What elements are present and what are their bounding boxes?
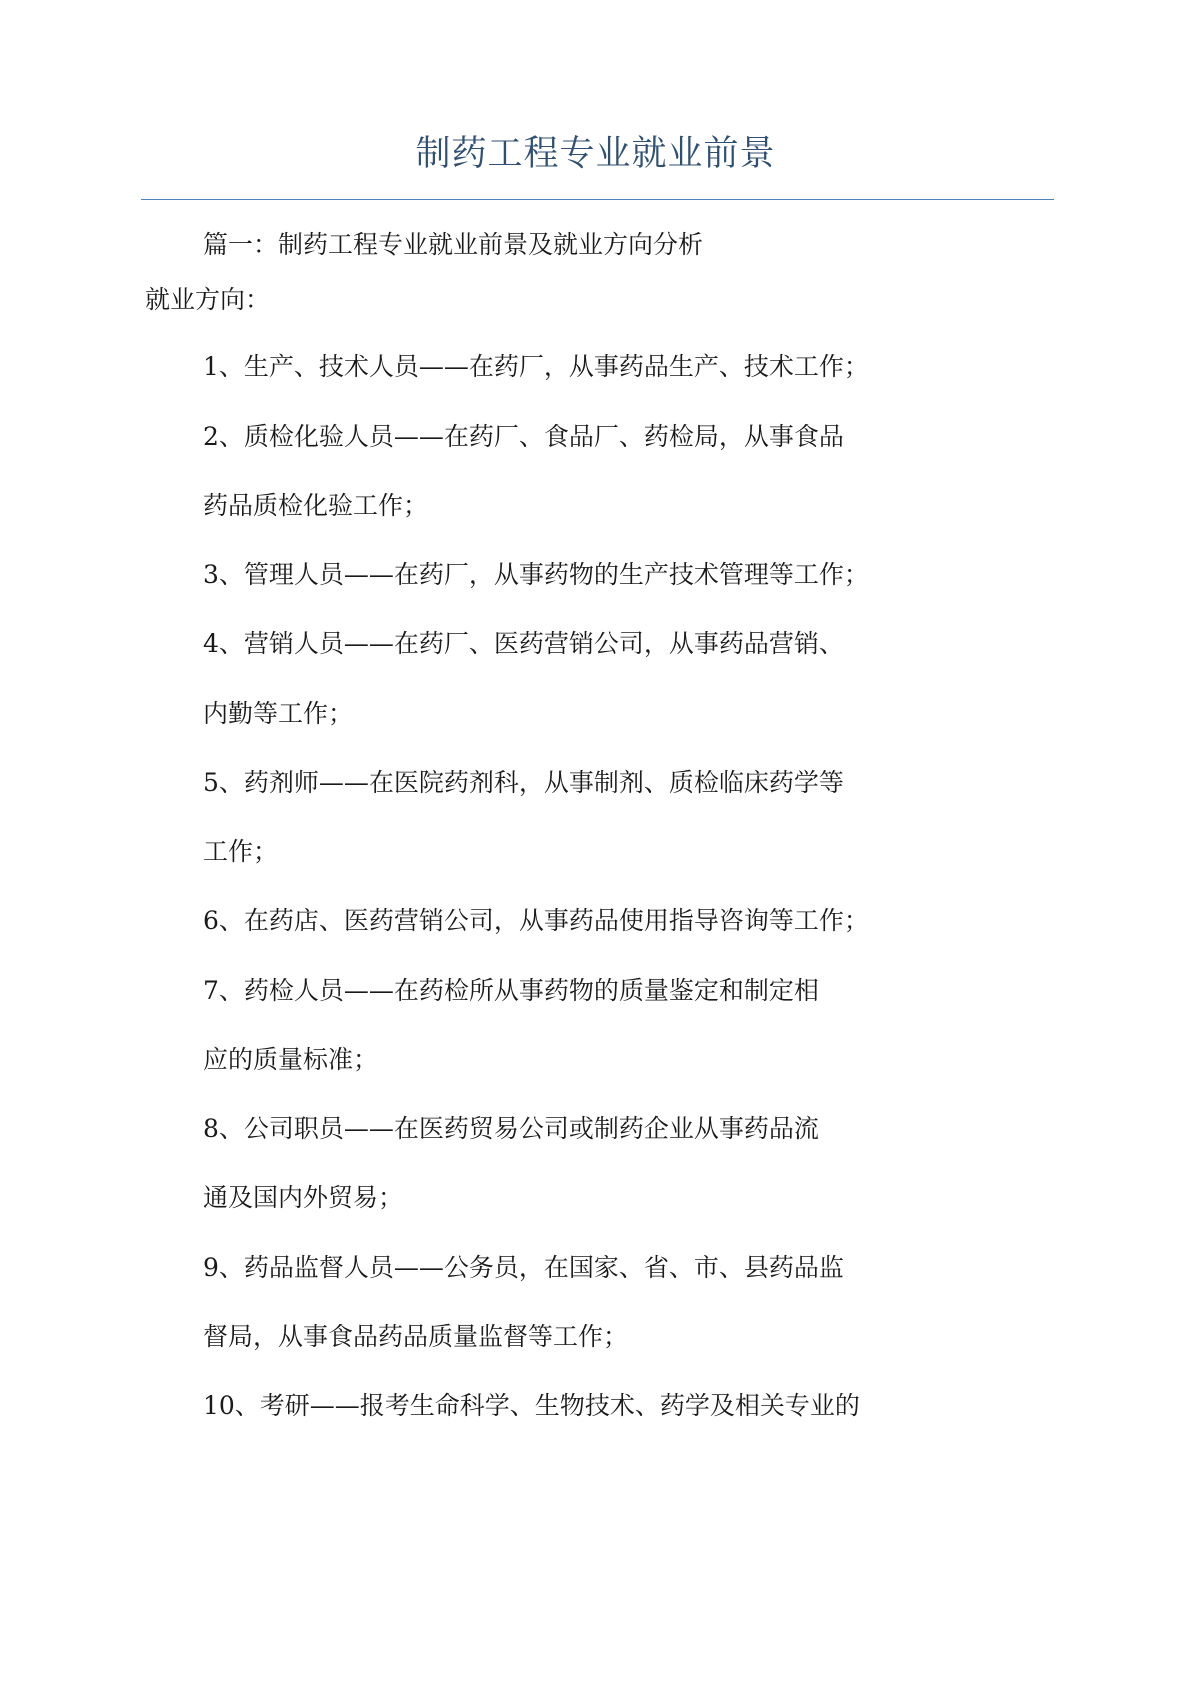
paragraph-line: 5、药剂师——在医院药剂科，从事制剂、质检临床药学等 (203, 768, 844, 797)
title-divider (141, 199, 1054, 200)
paragraph-line: 9、药品监督人员——公务员，在国家、省、市、县药品监 (203, 1253, 844, 1282)
paragraph-line: 应的质量标准； (203, 1045, 379, 1074)
paragraph-line: 督局，从事食品药品质量监督等工作； (203, 1322, 629, 1351)
paragraph-line: 6、在药店、医药营销公司，从事药品使用指导咨询等工作； (203, 906, 869, 935)
paragraph-line: 1、生产、技术人员——在药厂，从事药品生产、技术工作； (203, 352, 869, 381)
paragraph-line: 7、药检人员——在药检所从事药物的质量鉴定和制定相 (203, 976, 819, 1005)
paragraph-line: 工作； (203, 837, 279, 866)
section-heading: 篇一：制药工程专业就业前景及就业方向分析 (203, 230, 704, 259)
paragraph-line: 4、营销人员——在药厂、医药营销公司，从事药品营销、 (203, 629, 844, 658)
subheading: 就业方向： (145, 285, 271, 314)
document-title: 制药工程专业就业前景 (415, 134, 776, 174)
paragraph-line: 8、公司职员——在医药贸易公司或制药企业从事药品流 (203, 1114, 819, 1143)
paragraph-line: 3、管理人员——在药厂，从事药物的生产技术管理等工作； (203, 560, 869, 589)
paragraph-line: 通及国内外贸易； (203, 1183, 404, 1212)
paragraph-line: 药品质检化验工作； (203, 491, 429, 520)
paragraph-line: 内勤等工作； (203, 699, 354, 728)
paragraph-line: 10、考研——报考生命科学、生物技术、药学及相关专业的 (203, 1391, 860, 1420)
paragraph-line: 2、质检化验人员——在药厂、食品厂、药检局，从事食品 (203, 422, 844, 451)
